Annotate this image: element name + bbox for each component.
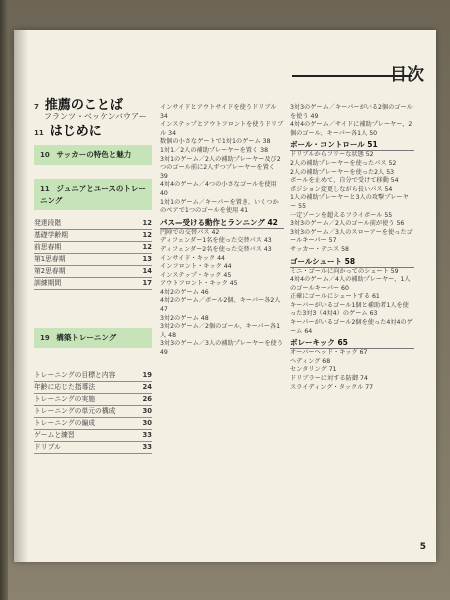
- toc-entry: 4対4のゲーム／サイドに補助プレーヤー、2個のゴール、キーパー各1人 50: [290, 121, 413, 137]
- toc-entry: ヘディング 68: [290, 357, 331, 365]
- toc-entry: インサイドとアウトサイドを使うドリブル 34: [160, 104, 277, 120]
- toc-entry: 4対4のゲーム／4人の補助プレーヤー、1人のゴールキーパー 60: [290, 276, 411, 292]
- toc-entry: インフロント・キック 44: [160, 263, 232, 271]
- intro-2: 11 はじめに: [34, 123, 102, 139]
- toc-entry: 一定ゾーンを超えるフライボール 55: [290, 211, 393, 219]
- list-2: [34, 370, 152, 454]
- toc-entry: 3対3のゲーム／3人の補助プレーヤーを使う 49: [160, 340, 283, 357]
- middle-column: [160, 104, 284, 358]
- intro-1: 7 推薦のことば フランツ・ベッケンバウアー: [34, 98, 152, 122]
- intro-1-sub: フランツ・ベッケンバウアー: [44, 112, 147, 121]
- list-item: 基礎学齢期 12: [34, 230, 152, 242]
- toc-entry: 3対3のゲーム／3人のスローアーを使ったゴールキーパー 57: [290, 228, 413, 245]
- toc-entry: インステップ・キック 45: [160, 271, 232, 279]
- list-item: トレーニングの編成 30: [34, 418, 152, 430]
- toc-heading: ボール・コントロール 51: [290, 140, 414, 151]
- list-item: 年齢に応じた指導法 24: [34, 382, 152, 394]
- toc-entry: 1人の補助プレーヤーと3人の攻撃プレーヤー 55: [290, 194, 409, 210]
- page-number: 5: [419, 542, 426, 552]
- left-column: [34, 98, 152, 454]
- toc-entry: 円陣での交替パス 42: [160, 228, 220, 236]
- list-1: [34, 218, 152, 290]
- book-edge: [0, 0, 8, 600]
- toc-entry: 3対3のゲーム／2人のゴール前が使う 56: [290, 220, 405, 228]
- intro-1-title: 推薦のことば: [44, 98, 123, 113]
- list-item: トレーニングの目標と内容 19: [34, 370, 152, 382]
- section-box-2: 11 ジュニアとユースのトレーニング: [34, 179, 152, 210]
- right-column: [290, 104, 414, 392]
- toc-entry: ドリブルからフリーな状態 52: [290, 151, 374, 159]
- toc-entry: 3対1のゲーム／2人の補助プレーヤー及び2つのゴール前に2人ずつプレーヤーを置く 39: [160, 155, 281, 180]
- section-box-1: 10 サッカーの特色と魅力: [34, 145, 152, 165]
- toc-entry: インステップとアウトフロントを使うドリブル 34: [160, 121, 284, 137]
- toc-entry: キーパーがいるゴール2個を使った4対4のゲーム 64: [290, 319, 413, 335]
- toc-entry: 数個の小さなゲートで1対1のゲーム 38: [160, 138, 271, 146]
- toc-entry: 2人の補助プレーヤーを使った2人 53: [290, 168, 395, 176]
- toc-entry: ディフェンダー1名を使った交替パス 43: [160, 237, 272, 245]
- toc-entry: アウトフロント・キック 45: [160, 280, 238, 288]
- toc-entry: 2人の補助プレーヤーを使ったパス 52: [290, 159, 397, 167]
- toc-entry: サッカー・テニス 58: [290, 245, 349, 253]
- toc-entry: 4対2のゲーム 46: [160, 288, 209, 296]
- toc-entry: 1対1／2人の補助プレーヤーを置く 38: [160, 146, 269, 154]
- toc-entry: 4対2のゲーム／ボール2個、キーパー各2人 47: [160, 297, 281, 314]
- page-title: 目次: [390, 65, 424, 85]
- toc-heading: パス—受ける動作とランニング 42: [160, 218, 284, 229]
- section-box-3: 19 構築トレーニング: [34, 328, 152, 348]
- toc-entry: 3対2のゲーム／2個のゴール、キーパー各1人 48: [160, 323, 281, 339]
- toc-entry: ボールを止めて、自分で受けて移動 54: [290, 177, 399, 185]
- toc-entry: センタリング 71: [290, 366, 337, 374]
- intro-2-title: はじめに: [49, 123, 102, 139]
- toc-entry: 正確にゴールにシュートする 61: [290, 293, 380, 301]
- toc-entry: ポジション変更しながら長いパス 54: [290, 185, 393, 193]
- toc-entry: ディフェンダー2名を使った交替パス 43: [160, 245, 272, 253]
- list-item: トレーニングの実施 26: [34, 394, 152, 406]
- list-item: 第1思春期 13: [34, 254, 152, 266]
- list-item: 訓練期間 17: [34, 278, 152, 290]
- toc-entry: ドリブラーに対する防御 74: [290, 375, 368, 383]
- toc-heading: ボレーキック 65: [290, 338, 414, 349]
- list-item: ゲームと練習 33: [34, 430, 152, 442]
- toc-entry: オーバーヘッド・キック 67: [290, 349, 368, 357]
- toc-entry: 3対2のゲーム 48: [160, 314, 209, 322]
- toc-entry: 1対1のゲーム／キーパーを置き、いくつかのペアで1つのゴールを使用 41: [160, 198, 279, 215]
- toc-entry: 4対4のゲーム／4つの小さなゴールを使用 40: [160, 181, 277, 197]
- toc-entry: インサイド・キック 44: [160, 254, 225, 262]
- list-item: 発達段階 12: [34, 218, 152, 230]
- toc-heading: ゴールシュート 58: [290, 257, 414, 268]
- toc-entry: スライディング・タックル 77: [290, 383, 374, 391]
- toc-entry: 3対3のゲーム／キーパーがいる2個のゴールを使う 49: [290, 104, 413, 120]
- toc-entry: ミニ・ゴールに向かってのシュート 59: [290, 267, 399, 275]
- page-shadow: [14, 30, 28, 562]
- toc-entry: キーパーがいるゴール1個と補助者1人を使った3対3（4対4）のゲーム 63: [290, 301, 409, 318]
- list-item: 前思春期 12: [34, 242, 152, 254]
- list-item: 第2思春期 14: [34, 266, 152, 278]
- list-item: トレーニングの単元の構成 30: [34, 406, 152, 418]
- list-item: ドリブル 33: [34, 442, 152, 454]
